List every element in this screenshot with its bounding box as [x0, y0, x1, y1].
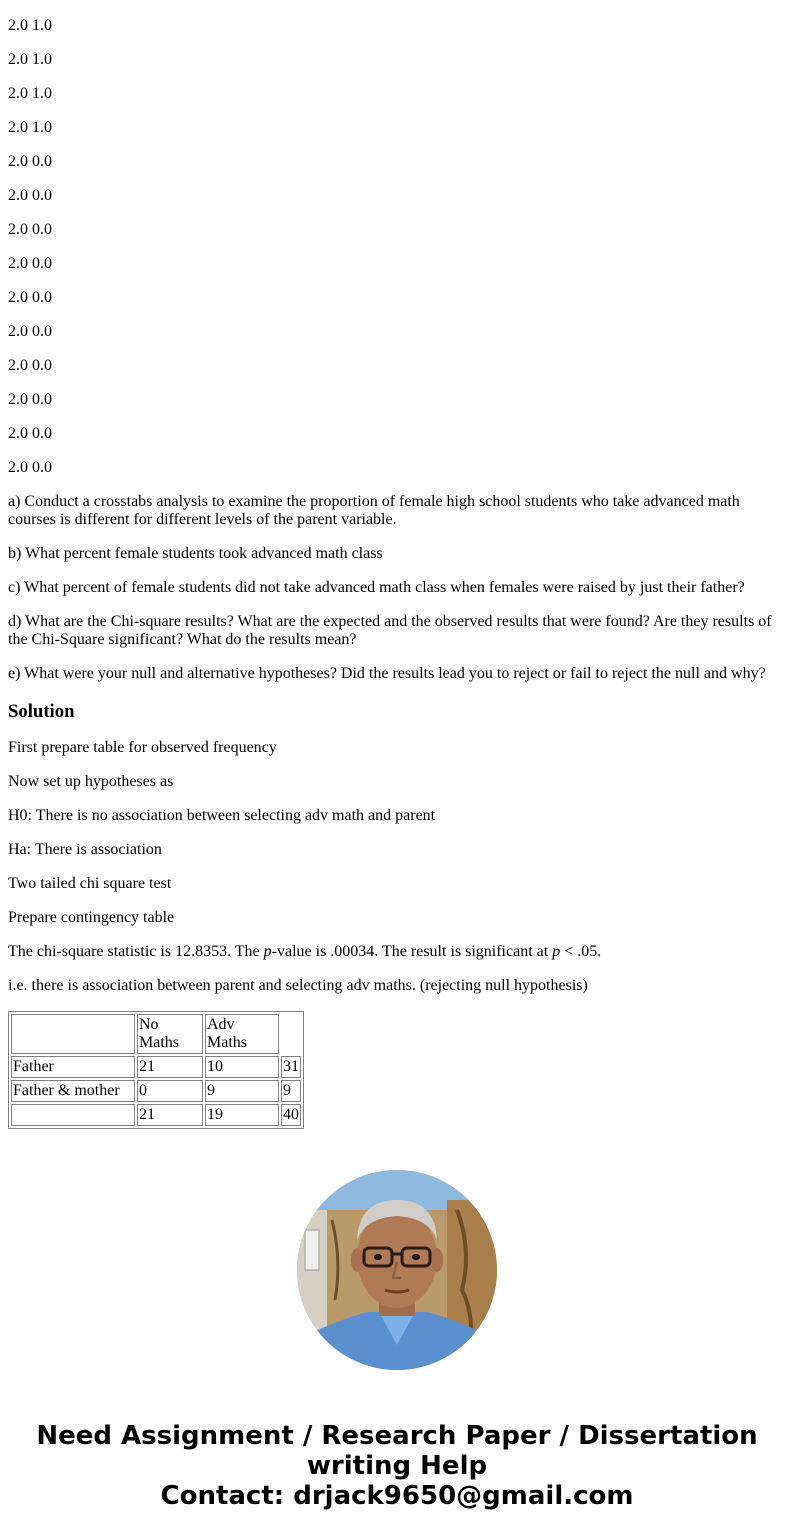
table-cell: 21 [137, 1056, 203, 1078]
table-cell: 31 [281, 1056, 301, 1078]
table-cell: 9 [281, 1080, 301, 1102]
solution-line: Ha: There is association [8, 841, 162, 858]
question-e: e) What were your null and alternative hypotheses? Did the results lead you to reject or fail to reject the null and why? [8, 665, 766, 682]
chi-text-1: The chi-square statistic is 12.8353. The [8, 943, 264, 960]
data-line: 2.0 0.0 [8, 391, 52, 408]
data-line: 2.0 0.0 [8, 187, 52, 204]
solution-line: First prepare table for observed frequency [8, 739, 277, 756]
footer-contact-line: Contact: drjack9650@gmail.com [160, 1481, 634, 1511]
solution-line: Two tailed chi square test [8, 875, 172, 892]
question-b: b) What percent female students took advanced math class [8, 545, 383, 562]
solution-body [8, 739, 786, 995]
data-line: 2.0 1.0 [8, 17, 52, 34]
data-lines [8, 17, 786, 477]
author-photo [297, 1170, 497, 1370]
table-row [11, 1056, 301, 1078]
table-cell [11, 1014, 135, 1054]
chi-text-2: -value is .00034. The result is significant at [271, 943, 553, 960]
table-cell: 10 [205, 1056, 279, 1078]
table-cell: 40 [281, 1104, 301, 1126]
table-cell: Father & mother [11, 1080, 135, 1102]
footer-banner [0, 1421, 794, 1511]
table-cell: 9 [205, 1080, 279, 1102]
data-line: 2.0 0.0 [8, 323, 52, 340]
solution-heading: Solution [8, 701, 75, 722]
data-line: 2.0 0.0 [8, 357, 52, 374]
data-line: 2.0 0.0 [8, 459, 52, 476]
table-row [11, 1104, 301, 1126]
data-line: 2.0 0.0 [8, 425, 52, 442]
question-c: c) What percent of female students did not take advanced math class when females were raised by just their father? [8, 579, 745, 596]
solution-line: Now set up hypotheses as [8, 773, 174, 790]
p-symbol: p [263, 943, 272, 960]
data-line: 2.0 0.0 [8, 221, 52, 238]
chi-text-3: < .05. [560, 943, 602, 960]
data-line: 2.0 0.0 [8, 153, 52, 170]
table-cell: Father [11, 1056, 135, 1078]
question-a: a) Conduct a crosstabs analysis to examine the proportion of female high school students who take advanced math courses is different for different levels of the parent variable. [8, 493, 740, 528]
table-cell: 19 [205, 1104, 279, 1126]
data-line: 2.0 1.0 [8, 51, 52, 68]
table-header-adv-maths: Adv Maths [205, 1014, 279, 1054]
table-header-no-maths: No Maths [137, 1014, 203, 1054]
data-line: 2.0 1.0 [8, 119, 52, 136]
table-header-row [11, 1014, 301, 1054]
p-symbol: p [552, 943, 561, 960]
solution-line: H0: There is no association between selecting adv math and parent [8, 807, 436, 824]
questions [8, 493, 786, 683]
data-line: 2.0 0.0 [8, 255, 52, 272]
document-body [0, 17, 794, 1129]
data-line: 2.0 0.0 [8, 289, 52, 306]
chi-square-result [8, 943, 786, 961]
data-line: 2.0 1.0 [8, 85, 52, 102]
portrait-image [297, 1170, 497, 1370]
table-cell: 21 [137, 1104, 203, 1126]
question-d: d) What are the Chi-square results? What are the expected and the observed results that were found? Are they results of the Chi-Square significant? What do the results mean? [8, 613, 772, 648]
table-cell [11, 1104, 135, 1126]
footer-help-line: Need Assignment / Research Paper / Dissertation writing Help [36, 1421, 758, 1481]
contingency-table [8, 1011, 304, 1129]
table-cell: 0 [137, 1080, 203, 1102]
table-row [11, 1080, 301, 1102]
solution-line: Prepare contingency table [8, 909, 175, 926]
conclusion: i.e. there is association between parent and selecting adv maths. (rejecting null hypothesis) [8, 977, 588, 994]
